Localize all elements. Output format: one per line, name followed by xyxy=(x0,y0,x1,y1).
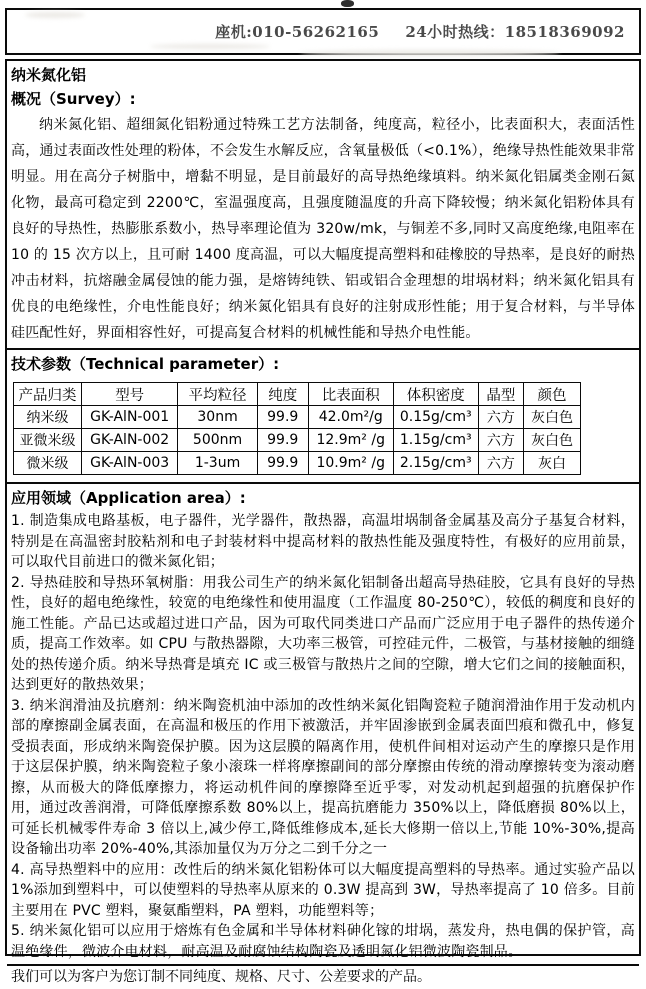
cell-color: 灰白色 xyxy=(524,429,581,452)
cell-color: 灰白 xyxy=(524,452,581,475)
col-header-surface-area: 比表面积 xyxy=(308,383,393,406)
cell-surface-area: 10.9m² /g xyxy=(308,452,393,475)
contact-line xyxy=(215,21,625,42)
col-header-model: 型号 xyxy=(82,383,178,406)
custom-order-note: 我们可以为客户为您订制不同纯度、规格、尺寸、公差要求的产品。 xyxy=(7,964,639,989)
cell-bulk-density: 1.15g/cm³ xyxy=(393,429,478,452)
page-title: 纳米氮化铝 xyxy=(11,66,87,84)
cell-crystal: 六方 xyxy=(478,429,523,452)
col-header-bulk-density: 体积密度 xyxy=(393,383,478,406)
section-survey xyxy=(11,87,635,346)
cell-purity: 99.9 xyxy=(257,429,308,452)
cell-purity: 99.9 xyxy=(257,406,308,429)
content-box xyxy=(5,59,641,985)
application-item-3: 3. 纳米润滑油及抗磨剂：纳米陶瓷机油中添加的改性纳米氮化铝陶瓷粒子随润滑油作用于发动机内部的摩擦副金属表面，在高温和极压的作用下被激活，并牢固渗嵌到金属表面凹痕和微孔中，修复受损表面，形成纳米陶瓷保护膜。因为这层膜的隔离作用，使机件间相对运动产生的摩擦只是作用于这层保护膜，纳米陶瓷粒子象小滚珠一样将摩擦副间的部分摩擦由传统的滑动摩擦转变为滚动磨擦，从而极大的降低摩擦力，将运动机件间的摩擦降至近乎零，对发动机起到超强的抗磨保护作用，通过改善润滑，可降低摩擦系数 80%以上，提高抗磨能力 350%以上，降低磨损 80%以上，可延长机械零件寿命 3 倍以上,减少停工,降低维修成本,延长大修期一倍以上,节能 10%-30%,提高设备输出功率 20%-40%,其添加量仅为万分之二到千分之一 xyxy=(11,697,635,857)
section-application-area xyxy=(7,482,639,962)
cell-bulk-density: 0.15g/cm³ xyxy=(393,406,478,429)
cell-category: 微米级 xyxy=(14,452,82,475)
application-item-2: 2. 导热硅胶和导热环氧树脂：用我公司生产的纳米氮化铝制备出超高导热硅胶，它具有良好的导热性，良好的超电绝缘性，较宽的电绝缘性和使用温度（工作温度 80-250℃），较低的稠度和良好的施工性能。产品已达或超过进口产品，因为可取代同类进口产品而广泛应用于电子器件的热传递介质，提高工作效率。如 CPU 与散热器隙，大功率三极管，可控硅元件，二极管，与基材接触的细缝处的热传递介质。纳米导热膏是填充 IC 或三极管与散热片之间的空隙，增大它们之间的接触面积，达到更好的散热效果； xyxy=(11,574,635,693)
cell-avg-size: 1-3um xyxy=(178,452,257,475)
cell-bulk-density: 2.15g/cm³ xyxy=(393,452,478,475)
cell-model: GK-AlN-001 xyxy=(82,406,178,429)
cell-model: GK-AlN-002 xyxy=(82,429,178,452)
survey-body: 纳米氮化铝、超细氮化铝粉通过特殊工艺方法制备，纯度高，粒径小，比表面积大，表面活性高，通过表面改性处理的粉体，不会发生水解反应，含氧量极低（<0.1%），绝缘导热性能效果非常明显。用在高分子树脂中，增黏不明显，是目前最好的高导热绝缘填料。纳米氮化铝属类金刚石氮化物，最高可稳定到 2200℃，室温强度高，且强度随温度的升高下降较慢；纳米氮化铝粉体具有良好的导热性，热膨胀系数小，热导率理论值为 320w/mk，与铜差不多,同时又高度绝缘,电阻率在 10 的 15 次方以上，且可耐 1400 度高温，可以大幅度提高塑料和硅橡胶的导热率，是良好的耐热冲击材料，抗熔融金属侵蚀的能力强，是熔铸纯铁、铝或铝合金理想的坩埚材料；纳米氮化铝具有优良的电绝缘性，介电性能良好；纳米氮化铝具有良好的注射成形性能；用于复合材料，与半导体硅匹配性好，界面相容性好，可提高复合材料的机械性能和导热介电性能。 xyxy=(11,117,635,341)
table-row xyxy=(14,429,581,452)
cell-category: 亚微米级 xyxy=(14,429,82,452)
scan-smudge xyxy=(25,12,85,18)
scan-artifact xyxy=(341,0,354,7)
cell-crystal: 六方 xyxy=(478,452,523,475)
col-header-crystal: 晶型 xyxy=(478,383,523,406)
cell-crystal: 六方 xyxy=(478,406,523,429)
cell-surface-area: 12.9m² /g xyxy=(308,429,393,452)
col-header-purity: 纯度 xyxy=(257,383,308,406)
scan-smudge xyxy=(300,50,560,56)
col-header-category: 产品归类 xyxy=(14,383,82,406)
application-heading: 应用领域（Application area）: xyxy=(11,489,246,507)
table-row xyxy=(14,452,581,475)
contact-header xyxy=(5,8,641,55)
cell-surface-area: 42.0m²/g xyxy=(308,406,393,429)
section-technical-parameters xyxy=(7,348,639,475)
technical-parameters-table xyxy=(13,382,581,475)
cell-purity: 99.9 xyxy=(257,452,308,475)
phone-number: 座机:010-56262165 xyxy=(215,23,380,41)
cell-avg-size: 30nm xyxy=(178,406,257,429)
technical-heading: 技术参数（Technical parameter）: xyxy=(11,355,280,373)
cell-model: GK-AlN-003 xyxy=(82,452,178,475)
scan-smudge xyxy=(150,44,270,49)
col-header-color: 颜色 xyxy=(524,383,581,406)
application-item-5: 5. 纳米氮化铝可以应用于熔炼有色金属和半导体材料砷化镓的坩埚，蒸发舟，热电偶的保护管，高温绝缘件，微波介电材料，耐高温及耐腐蚀结构陶瓷及透明氮化铝微波陶瓷制品。 xyxy=(11,923,635,960)
application-item-4: 4. 高导热塑料中的应用：改性后的纳米氮化铝粉体可以大幅度提高塑料的导热率。通过实验产品以 1%添加到塑料中，可以使塑料的导热率从原来的 0.3W 提高到 3W，导热率提高了 10 倍多。目前主要用在 PVC 塑料，聚氨酯塑料，PA 塑料，功能塑料等； xyxy=(11,861,635,919)
cell-color: 灰白色 xyxy=(524,406,581,429)
table-header-row xyxy=(14,383,581,406)
hotline-number: 24小时热线：18518369092 xyxy=(405,23,625,41)
survey-heading: 概况（Survey）: xyxy=(11,90,136,108)
application-item-1: 1. 制造集成电路基板，电子器件，光学器件，散热器，高温坩埚制备金属基及高分子基复合材料，特别是在高温密封胶粘剂和电子封装材料中提高材料的散热性能及强度特性，有极好的应用前景，可以取代目前进口的微米氮化铝； xyxy=(11,513,635,570)
col-header-avg-size: 平均粒径 xyxy=(178,383,257,406)
cell-category: 纳米级 xyxy=(14,406,82,429)
cell-avg-size: 500nm xyxy=(178,429,257,452)
table-row xyxy=(14,406,581,429)
